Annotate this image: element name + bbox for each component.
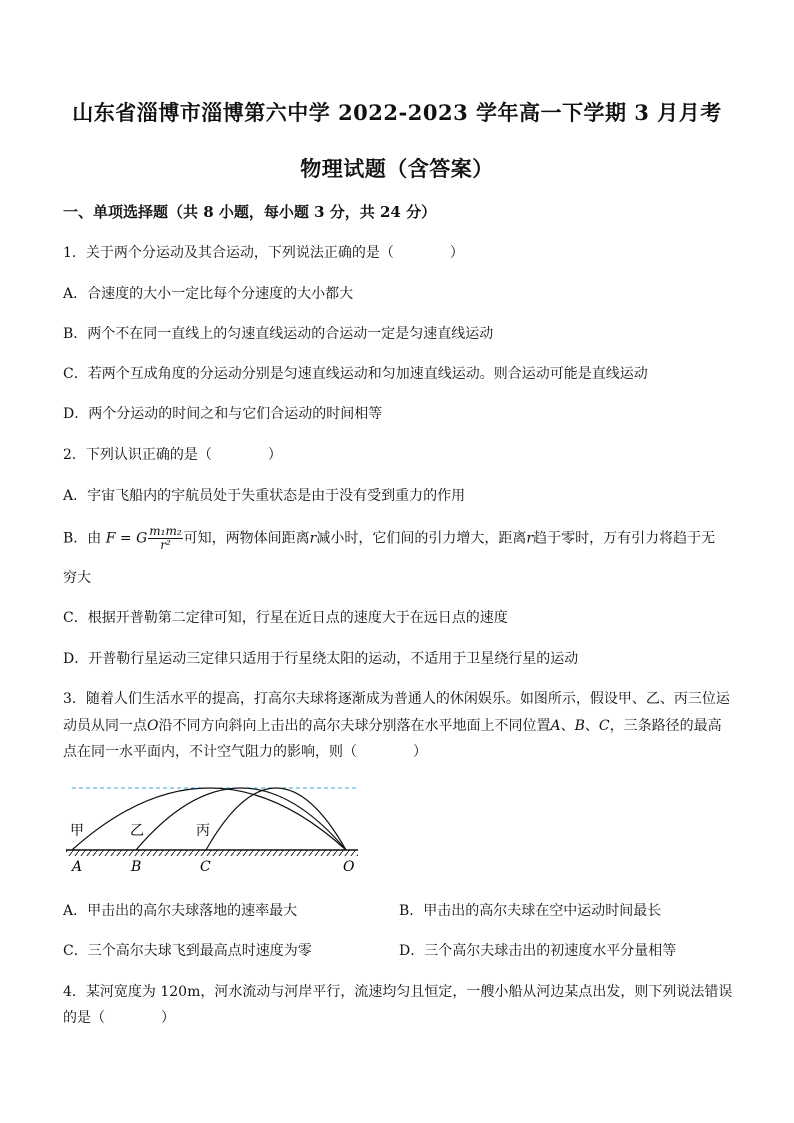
q2-b-var-r-1: r (309, 530, 317, 547)
q1-option-c: C．若两个互成角度的分运动分别是匀速直线运动和匀加速直线运动。则合运动可能是直线运动 (63, 366, 648, 382)
ground-hatch (66, 850, 358, 856)
fraction-numerator: m₁m₂ (149, 524, 182, 538)
q2-option-a: A．宇宙飞船内的宇航员处于失重状态是由于没有受到重力的作用 (63, 488, 466, 504)
label-bing: 丙 (196, 823, 210, 839)
q2-b-formula-lhs: F = G (105, 530, 148, 547)
q1-option-a: A．合速度的大小一定比每个分速度的大小都大 (63, 286, 354, 302)
fraction-denominator: r² (160, 538, 171, 552)
sep-1: 、 (560, 718, 575, 734)
q3-option-a: A．甲击出的高尔夫球落地的速率最大 (63, 903, 298, 919)
q3-stem-l2-post: ，三条路径的最高 (609, 718, 722, 734)
q2-b-rest-3: 趋于零时，万有引力将趋于无 (533, 530, 716, 547)
q3-stem-line-2 (63, 715, 722, 735)
q3-stem-line-3: 点在同一水平面内，不计空气阻力的影响，则（ ） (63, 744, 427, 760)
q2-b-var-r-2: r (526, 530, 534, 547)
q1-option-b: B．两个不在同一直线上的匀速直线运动的合运动一定是匀速直线运动 (63, 326, 494, 342)
trajectory-bing (206, 788, 346, 850)
q2-option-c: C．根据开普勒第二定律可知，行星在近日点的速度大于在远日点的速度 (63, 610, 508, 626)
q4-stem-line-2: 的是（ ） (63, 1010, 175, 1026)
label-point-b: B (131, 859, 142, 875)
q4-stem-line-1: 4．某河宽度为 120m，河水流动与河岸平行，流速均匀且恒定，一艘小船从河边某点出发，则下列说法错误 (63, 984, 733, 1000)
label-jia: 甲 (70, 823, 84, 839)
q3-stem-line-1: 3．随着人们生活水平的提高，打高尔夫球将逐渐成为普通人的休闲娱乐。如图所示，假设甲、乙、丙三位运 (63, 691, 730, 707)
label-yi: 乙 (130, 823, 144, 839)
golf-trajectory-figure (60, 780, 370, 875)
q2-option-b-wrap: 穷大 (63, 570, 91, 586)
section-heading: 一、单项选择题（共 8 小题，每小题 3 分，共 24 分） (63, 203, 437, 221)
label-point-c: C (200, 859, 211, 875)
title-line-1: 山东省淄博市淄博第六中学 2022-2023 学年高一下学期 3 月月考 (72, 100, 722, 125)
var-b: B (574, 718, 585, 734)
title-line-2: 物理试题（含答案） (300, 156, 494, 181)
var-c: C (598, 718, 610, 734)
q2-b-rest-2: 减小时，它们间的引力增大，距离 (316, 530, 527, 547)
q3-option-c: C．三个高尔夫球飞到最高点时速度为零 (63, 943, 312, 959)
q2-b-prefix: B．由 (63, 530, 106, 547)
q3-stem-l2-pre: 动员从同一点 (63, 718, 147, 734)
trajectory-jia (72, 788, 346, 850)
q3-option-b: B．甲击出的高尔夫球在空中运动时间最长 (399, 903, 662, 919)
q1-option-d: D．两个分运动的时间之和与它们合运动的时间相等 (63, 406, 383, 422)
label-point-o: O (343, 859, 355, 875)
sep-2: 、 (584, 718, 599, 734)
q2-option-d: D．开普勒行星运动三定律只适用于行星绕太阳的运动，不适用于卫星绕行星的运动 (63, 651, 579, 667)
trajectory-yi (136, 788, 346, 850)
q3-option-d: D．三个高尔夫球击出的初速度水平分量相等 (399, 943, 677, 959)
label-point-a: A (72, 859, 83, 875)
q2-option-b (63, 525, 715, 552)
var-a: A (550, 718, 561, 734)
q2-stem: 2．下列认识正确的是（ ） (63, 447, 282, 463)
var-o: O (147, 718, 159, 734)
gravitation-fraction (148, 525, 182, 552)
q3-stem-l2-mid: 沿不同方向斜向上击出的高尔夫球分别落在水平地面上不同位置 (158, 718, 551, 734)
q1-stem: 1．关于两个分运动及其合运动，下列说法正确的是（ ） (63, 245, 464, 261)
q2-b-rest-1: 可知，两物体间距离 (183, 530, 310, 547)
